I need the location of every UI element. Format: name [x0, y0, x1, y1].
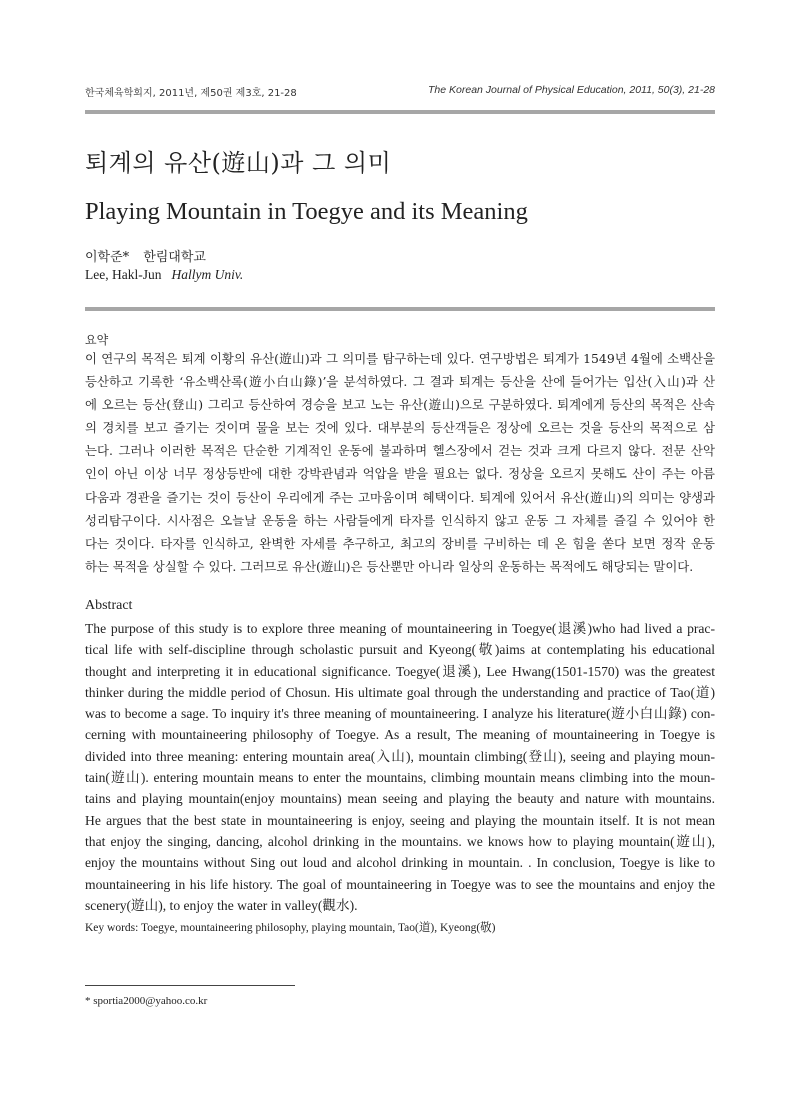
abstract-korean-line: 등산하고 기록한 ‘유소백산록(遊小白山錄)’을 분석하였다. 그 결과 퇴계는 등산을 산에 들어가는 입산(入山)과 산 — [85, 374, 715, 390]
author-affiliation-english: Hallym Univ. — [171, 267, 244, 282]
abstract-english-line: tical life with self-discipline through scholastic pursuit and Kyeong(敬)aims at contemplating his educational — [85, 642, 715, 658]
running-header — [85, 84, 715, 100]
abstract-english-line: that enjoy the singing, dancing, alcohol drinking in the mountains. we knows how to playing mountain(遊山), — [85, 833, 715, 849]
abstract-korean-line: 다움과 경관을 즐기는 것이 등산이 우리에게 주는 고마움이며 혜택이다. 퇴계에 있어서 유산(遊山)의 의미는 양생과 — [85, 489, 715, 505]
paper-title-english: Playing Mountain in Toegye and its Meaning — [85, 198, 528, 225]
abstract-english-line: mountaineering in his life history. The goal of mountaineering in Toegye was to see the mountains and enjoy the — [85, 876, 715, 892]
abstract-english-line: scenery(遊山), to enjoy the water in valley(觀水). — [85, 897, 358, 913]
author-name-korean: 이학준* — [85, 250, 130, 265]
abstract-english — [85, 618, 715, 916]
abstract-korean-line: 다는 것이다. 타자를 인식하고, 완벽한 자세를 추구하고, 최고의 장비를 구비하는 데 온 힘을 쏟다 보면 정작 운동 — [85, 535, 715, 551]
abstract-korean-line: 의 경치를 보고 즐기는 것이며 물을 보는 것에 있다. 대부분의 등산객들은 정상에 오르는 것을 등산의 목적으로 삼 — [85, 420, 715, 436]
paper-title-korean: 퇴계의 유산(遊山)과 그 의미 — [85, 149, 392, 177]
abstract-english-line: cerning with mountaineering philosophy of Toegye. As a result, The meaning of mountaineering in Toegye is — [85, 727, 715, 743]
author-line-english — [85, 267, 243, 283]
author-email-footnote: * sportia2000@yahoo.co.kr — [85, 995, 208, 1007]
header-divider — [85, 110, 715, 114]
author-name-english: Lee, Hakl-Jun — [85, 267, 162, 282]
header-journal-ko: 한국체육학회지, 2011년, 제50권 제3호, 21-28 — [85, 88, 297, 99]
abstract-english-heading: Abstract — [85, 598, 133, 613]
abstract-korean-heading: 요약 — [85, 333, 109, 347]
header-journal-en: The Korean Journal of Physical Education, 2011, 50(3), 21-28 — [428, 84, 715, 96]
abstract-korean-line: 에 오르는 등산(登山) 그리고 등산하여 경승을 보고 노는 유산(遊山)으로 구분하였다. 퇴계에게 등산의 목적은 산속 — [85, 397, 715, 413]
author-line-korean — [85, 246, 206, 265]
footnote-divider — [85, 985, 295, 986]
abstract-korean — [85, 347, 715, 578]
abstract-english-line: thinker during the middle period of Chosun. His ultimate goal through the understanding and practice of Tao(道) — [85, 684, 715, 700]
abstract-korean-line: 성리탐구이다. 시사점은 오늘날 운동을 하는 사람들에게 타자를 인식하지 않고 운동 그 자체를 즐길 수 있어야 한 — [85, 512, 715, 528]
keywords: Key words: Toegye, mountaineering philosophy, playing mountain, Tao(道), Kyeong(敬) — [85, 922, 496, 934]
author-affiliation-korean: 한림대학교 — [143, 250, 206, 265]
abstract-korean-line: 이 연구의 목적은 퇴계 이황의 유산(遊山)과 그 의미를 탐구하는데 있다. 연구방법은 퇴계가 1549년 4월에 소백산을 — [85, 351, 715, 366]
abstract-english-line: tains and playing mountain(enjoy mountains) mean seeing and playing the beauty and nature with mountains. — [85, 791, 715, 807]
abstract-english-line: He argues that the best state in mountaineering is enjoy, seeing and playing the mountain itself. It is not mean — [85, 812, 715, 828]
abstract-korean-line: 는다. 그러나 이러한 목적은 단순한 기계적인 운동에 불과하며 헬스장에서 걷는 것과 크게 다르지 않다. 전문 산악 — [85, 443, 715, 459]
abstract-english-line: thought and interpreting it in educational significance. Toegye(退溪), Lee Hwang(1501-1570) was the greatest — [85, 663, 715, 679]
abstract-divider — [85, 307, 715, 311]
abstract-korean-line: 인이 아닌 이상 너무 정상등반에 대한 강박관념과 억압을 받을 필요는 없다. 정상을 오르지 못해도 산이 주는 아름 — [85, 466, 715, 482]
abstract-english-line: divided into three meaning: entering mountain area(入山), mountain climbing(登山), seeing and playing moun- — [85, 748, 715, 764]
abstract-english-line: tain(遊山). entering mountain means to enter the mountains, climbing mountain means climbing into the moun- — [85, 770, 715, 786]
abstract-english-line: The purpose of this study is to explore three meaning of mountaineering in Toegye(退溪)who had lived a prac- — [85, 621, 715, 636]
abstract-korean-line: 하는 목적을 상실할 수 있다. 그러므로 유산(遊山)은 등산뿐만 아니라 일상의 운동하는 목적에도 해당되는 말이다. — [85, 558, 694, 574]
abstract-english-line: was to become a sage. To inquiry it's three meaning of mountaineering. I analyze his literature(遊小白山錄) con- — [85, 706, 715, 722]
abstract-english-line: enjoy the mountains without Sing out loud and alcohol drinking in mountain. . In conclusion, Toegye is like to — [85, 855, 715, 871]
